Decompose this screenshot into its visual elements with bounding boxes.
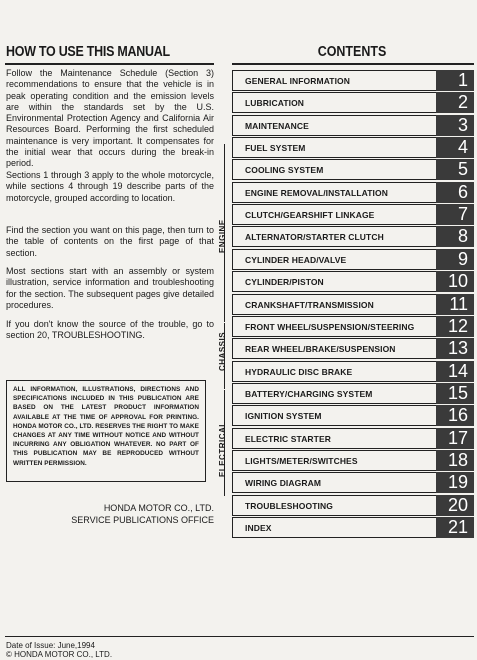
section-number-tab: 11 [436,294,474,315]
toc-entry[interactable] [232,517,474,539]
section-number-tab: 6 [436,182,474,203]
section-number-tab: 13 [436,338,474,359]
toc-entry[interactable] [232,204,474,226]
toc-entry-label: GENERAL INFORMATION [232,70,436,91]
section-number-tab: 15 [436,383,474,404]
toc-entry[interactable] [232,271,474,293]
toc-entry[interactable] [232,92,474,114]
toc-entry-label: BATTERY/CHARGING SYSTEM [232,383,436,404]
toc-entry-label: IGNITION SYSTEM [232,405,436,426]
toc-entry-label: LUBRICATION [232,92,436,113]
engine-group-label: ENGINE [218,219,227,253]
chassis-group-label: CHASSIS [218,331,227,371]
toc-entry-label: ALTERNATOR/STARTER CLUTCH [232,226,436,247]
intro-paragraph: Follow the Maintenance Schedule (Section 3) recommendations to ensure that the vehicle is in peak operating condition and the emission levels are within the standards set by the U.S. Environmental Protection Agency and California Air Resources Board. Performing the first scheduled maintenance is very important. It compensates for the initial wear that occurs during the break-in period. [6,68,214,169]
section-number-tab: 10 [436,271,474,292]
toc-entry-label: ELECTRIC STARTER [232,428,436,449]
section-number-tab: 8 [436,226,474,247]
toc-entry[interactable] [232,249,474,271]
section-number-tab: 12 [436,316,474,337]
section-number-tab: 1 [436,70,474,91]
toc-entry-label: CLUTCH/GEARSHIFT LINKAGE [232,204,436,225]
toc-entry[interactable] [232,495,474,517]
toc-entry[interactable] [232,137,474,159]
date-of-issue: Date of Issue: June,1994 [6,641,95,650]
section-number-tab: 5 [436,159,474,180]
electrical-group-label: ELECTRICAL [218,421,227,477]
section-number-tab: 21 [436,517,474,538]
toc-entry-label: FRONT WHEEL/SUSPENSION/STEERING [232,316,436,337]
section-number-tab: 9 [436,249,474,270]
toc-entry-label: HYDRAULIC DISC BRAKE [232,361,436,382]
toc-entry-label: CYLINDER HEAD/VALVE [232,249,436,270]
toc-entry-label: CYLINDER/PISTON [232,271,436,292]
toc-entry[interactable] [232,115,474,137]
section-number-tab: 2 [436,92,474,113]
toc-entry[interactable] [232,226,474,248]
section-number-tab: 20 [436,495,474,516]
toc-entry-label: TROUBLESHOOTING [232,495,436,516]
toc-entry[interactable] [232,361,474,383]
section-number-tab: 7 [436,204,474,225]
toc-entry-label: ENGINE REMOVAL/INSTALLATION [232,182,436,203]
toc-entry[interactable] [232,450,474,472]
sections-paragraph: Sections 1 through 3 apply to the whole motorcycle, while sections 4 through 19 describe parts of the motorcycle, grouped according to location. [6,170,214,203]
troubleshooting-paragraph: If you don't know the source of the trouble, go to section 20, TROUBLESHOOTING. [6,319,214,341]
title-divider [5,63,214,65]
toc-entry[interactable] [232,338,474,360]
page-title: HOW TO USE THIS MANUAL [6,44,170,60]
toc-entry[interactable] [232,316,474,338]
find-section-paragraph: Find the section you want on this page, then turn to the table of contents on the first page of that section. [6,225,214,258]
toc-entry[interactable] [232,294,474,316]
section-number-tab: 3 [436,115,474,136]
toc-entry-label: COOLING SYSTEM [232,159,436,180]
section-number-tab: 18 [436,450,474,471]
toc-entry-label: REAR WHEEL/BRAKE/SUSPENSION [232,338,436,359]
toc-entry[interactable] [232,428,474,450]
section-number-tab: 14 [436,361,474,382]
contents-title: CONTENTS [317,44,387,60]
toc-entry-label: WIRING DIAGRAM [232,472,436,493]
section-number-tab: 19 [436,472,474,493]
toc-entry[interactable] [232,182,474,204]
toc-entry[interactable] [232,383,474,405]
section-number-tab: 4 [436,137,474,158]
toc-entry[interactable] [232,472,474,494]
toc-entry-label: INDEX [232,517,436,538]
company-name: HONDA MOTOR CO., LTD. [103,503,214,513]
toc-entry-label: FUEL SYSTEM [232,137,436,158]
toc-entry[interactable] [232,70,474,92]
publisher-name: SERVICE PUBLICATIONS OFFICE [71,515,214,525]
toc-entry-label: MAINTENANCE [232,115,436,136]
section-number-tab: 16 [436,405,474,426]
toc-entry[interactable] [232,405,474,427]
contents-divider [232,63,474,65]
section-structure-paragraph: Most sections start with an assembly or system illustration, service information and troubleshooting for the section. The subsequent pages give detailed procedures. [6,266,214,310]
copyright: © HONDA MOTOR CO., LTD. [6,650,113,659]
disclaimer-box: ALL INFORMATION, ILLUSTRATIONS, DIRECTIONS AND SPECIFICATIONS INCLUDED IN THIS PUBLICATION ARE BASED ON THE LATEST PRODUCT INFORMATION AVAILABLE AT THE TIME OF APPROVAL FOR PRINTING. HONDA MOTOR CO., LTD. RESERVES THE RIGHT TO MAKE CHANGES AT ANY TIME WITHOUT NOTICE AND WITHOUT INCURRING ANY OBLIGATION WHATEVER. NO PART OF THIS PUBLICATION MAY BE REPRODUCED WITHOUT WRITTEN PERMISSION. [6,380,206,482]
footer-divider [5,636,474,637]
toc-entry-label: LIGHTS/METER/SWITCHES [232,450,436,471]
toc-entry-label: CRANKSHAFT/TRANSMISSION [232,294,436,315]
toc-entry[interactable] [232,159,474,181]
section-number-tab: 17 [436,428,474,449]
